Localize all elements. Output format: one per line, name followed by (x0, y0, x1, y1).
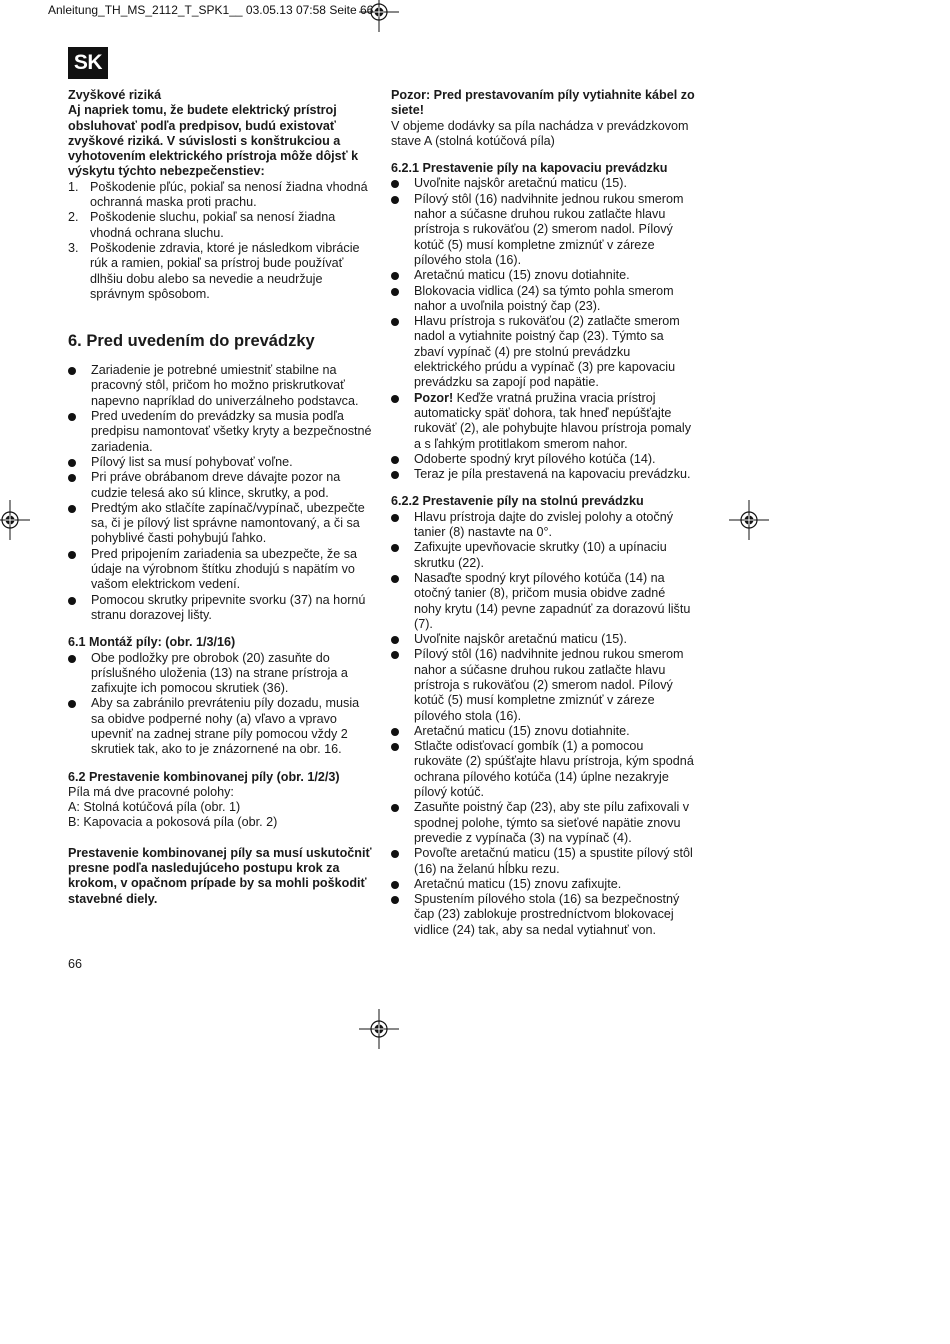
list-item: Odoberte spodný kryt pílového kotúča (14). (391, 452, 695, 467)
list-item: Aretačnú maticu (15) znovu dotiahnite. (391, 724, 695, 739)
section-6-1-heading: 6.1 Montáž píly: (obr. 1/3/16) (68, 635, 236, 650)
right-column (391, 88, 695, 938)
list-item: Povoľte aretačnú maticu (15) a spustite pílový stôl (16) na želanú hĺbku rezu. (391, 846, 695, 877)
list-item: Pomocou skrutky pripevnite svorku (37) na hornú stranu dorazovej lišty. (68, 593, 372, 624)
list-item: Pílový stôl (16) nadvihnite jednou rukou smerom nahor a súčasne druhou rukou zatlačte hlavu prístroja s rukoväťou (2) smerom nadol. Pílový kotúč (5) musí kompletne zmiznúť v záreze pílového stola (16). (391, 192, 695, 268)
list-item: Uvoľnite najskôr aretačnú maticu (15). (391, 632, 695, 647)
registration-mark-top-icon (359, 0, 399, 32)
list-item: Predtým ako stlačíte zapínač/vypínač, ubezpečte sa, či je pílový list správne namontovaný, a či sa pohyblivé časti pohybujú ľahko. (68, 501, 372, 547)
list-item: Zafixujte upevňovacie skrutky (10) a upínaciu skrutku (22). (391, 540, 695, 571)
section-6-2-2-list (391, 510, 695, 938)
list-item: Pred pripojením zariadenia sa ubezpečte, že sa údaje na výrobnom štítku zhodujú s napätím vo vašom elektrickom vedení. (68, 547, 372, 593)
print-header: Anleitung_TH_MS_2112_T_SPK1__ 03.05.13 07:58 Seite 66 (48, 3, 374, 17)
section-6-list (68, 363, 372, 623)
list-item: Pílový list sa musí pohybovať voľne. (68, 455, 372, 470)
list-item: Hlavu prístroja s rukoväťou (2) zatlačte smerom nadol a vytiahnite poistný čap (23). Týmto sa zbaví vypínač (4) pre stolnú prevádzku elektrického prúdu a vypínač (3) pre kapovaciu prevádzku sa zapojí pod napätie. (391, 314, 695, 390)
caution-text: Pozor: Pred prestavovaním píly vytiahnite kábel zo siete! (391, 88, 695, 118)
page-number: 66 (68, 957, 83, 971)
list-item: Spustením pílového stola (16) sa bezpečnostný čap (23) zablokuje prostredníctvom blokovacej vidlice (24) tak, aby sa nedal vytiahnuť von. (391, 892, 695, 938)
risk-item: 2. Poškodenie sluchu, pokiaľ sa nenosí žiadna vhodná ochrana sluchu. (68, 210, 336, 240)
section-6-2-1-list (391, 176, 695, 482)
list-item: Aretačnú maticu (15) znovu dotiahnite. (391, 268, 695, 283)
section-6-2-text: B: Kapovacia a pokosová píla (obr. 2) (68, 815, 278, 830)
list-item: Stlačte odisťovací gombík (1) a pomocou rukoväte (2) spúšťajte hlavu prístroja, kým spodná ochrana pílového kotúča (14) úplne nezakryje pílový kotúč. (391, 739, 695, 800)
list-item: Pri práve obrábanom dreve dávajte pozor na cudzie telesá ako sú klince, skrutky, a pod. (68, 470, 372, 501)
section-6-2-warning: Prestavenie kombinovanej píly sa musí uskutočniť presne podľa nasledujúceho postupu krok za krokom, v opačnom prípade by sa mohli poškodiť stavebné diely. (68, 845, 372, 906)
section-6-2-1-heading: 6.2.1 Prestavenie píly na kapovaciu prevádzku (391, 161, 668, 176)
list-item: Uvoľnite najskôr aretačnú maticu (15). (391, 176, 695, 191)
registration-mark-bottom-icon (359, 1009, 399, 1049)
list-item: Zasuňte poistný čap (23), aby ste pílu zafixovali v spodnej polohe, týmto sa sieťové napätie znovu prevedie z vypínača (3) na vypínač (4). (391, 800, 695, 846)
section-6-2-heading: 6.2 Prestavenie kombinovanej píly (obr. 1/2/3) (68, 769, 340, 784)
list-item: Zariadenie je potrebné umiestniť stabilne na pracovný stôl, pričom ho možno priskrutkovať napevno napríklad do univerzálneho podstavca. (68, 363, 372, 409)
list-item: Hlavu prístroja dajte do zvislej polohy a otočný tanier (8) nastavte na 0°. (391, 510, 695, 541)
list-item: Pozor! Keďže vratná pružina vracia prístroj automaticky späť dohora, tak hneď nepúšťajte rukoväť (2), ale pohybujte hlavou prístroja pomaly a s ľahkým protitlakom smerom nahor. (391, 391, 695, 452)
section-6-2-2-heading: 6.2.2 Prestavenie píly na stolnú prevádzku (391, 494, 644, 509)
left-column (68, 88, 372, 907)
registration-mark-right-icon (729, 500, 769, 540)
registration-mark-left-icon (0, 500, 30, 540)
risk-item: 1. Poškodenie pľúc, pokiaľ sa nenosí žiadna vhodná ochranná maska proti prachu. (68, 179, 368, 210)
list-item: Teraz je píla prestavená na kapovaciu prevádzku. (391, 467, 695, 482)
delivery-text: V objeme dodávky sa píla nachádza v prevádzkovom stave A (stolná kotúčová píla) (391, 118, 689, 148)
list-item: Pílový stôl (16) nadvihnite jednou rukou smerom nahor a súčasne druhou rukou zatlačte hlavu prístroja s rukoväťou (2) smerom nadol. Pílový kotúč (5) musí kompletne zmiznúť v záreze pílového stola (16). (391, 647, 695, 723)
list-item: Obe podložky pre obrobok (20) zasuňte do príslušného uloženia (13) na strane prístroja a zafixujte ich pomocou skrutiek (36). (68, 651, 372, 697)
section-6-2-text: A: Stolná kotúčová píla (obr. 1) (68, 800, 241, 815)
list-item: Blokovacia vidlica (24) sa týmto pohla smerom nahor a uvoľnila poistný čap (23). (391, 284, 695, 315)
list-item: Aby sa zabránilo prevráteniu píly dozadu, musia sa obidve podperné nohy (a) vľavo a vpravo upevniť na zadnej strane píly pomocou vždy 2 skrutiek tak, ako to je znázornené na obr. 16. (68, 696, 372, 757)
section-6-2-text: Píla má dve pracovné polohy: (68, 784, 234, 799)
risk-intro: Aj napriek tomu, že budete elektrický prístroj obsluhovať podľa predpisov, budú existovať zvyškové riziká. V súvislosti s konštrukciou a vyhotovením elektrického prístroja môže dôjsť k výskytu týchto nebezpečenstiev: (68, 103, 359, 179)
list-item: Aretačnú maticu (15) znovu zafixujte. (391, 877, 695, 892)
list-item: Pred uvedením do prevádzky sa musia podľa predpisu namontovať všetky kryty a bezpečnostné zariadenia. (68, 409, 372, 455)
section-6-heading: 6. Pred uvedením do prevádzky (68, 332, 315, 351)
risk-item: 3. Poškodenie zdravia, ktoré je následkom vibrácie rúk a ramien, pokiaľ sa prístroj bude používať dlhšiu dobu alebo sa nevedie a neudržuje správnym spôsobom. (68, 240, 360, 301)
list-item: Nasaďte spodný kryt pílového kotúča (14) na otočný tanier (8), pričom musia obidve zadné nohy krytu (14) pevne zapadnúť za dorazovú lištu (7). (391, 571, 695, 632)
language-badge: SK (68, 47, 108, 79)
risk-title: Zvyškové riziká (68, 88, 162, 102)
risk-list (68, 180, 372, 302)
section-6-1-list (68, 651, 372, 758)
